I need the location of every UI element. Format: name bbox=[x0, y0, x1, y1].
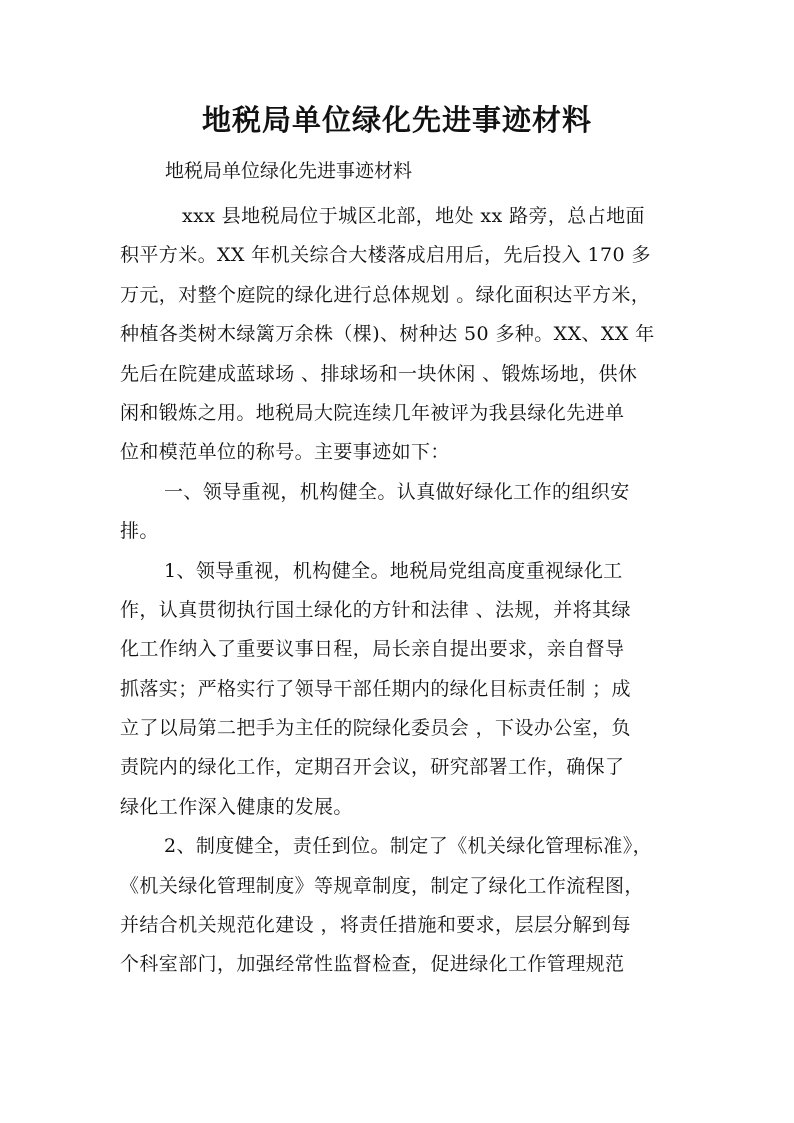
body-line: 化工作纳入了重要议事日程，局长亲自提出要求，亲自督导 bbox=[120, 638, 625, 661]
page-subtitle: 地税局单位绿化先进事迹材料 bbox=[165, 160, 413, 182]
body-line: 2、制度健全，责任到位。制定了《机关绿化管理标准》， bbox=[164, 835, 652, 858]
section-heading: 一、领导重视，机构健全。认真做好绿化工作的组织安 bbox=[164, 480, 630, 503]
body-line: 《机关绿化管理制度》等规章制度，制定了绿化工作流程图， bbox=[120, 874, 644, 897]
body-line: 个科室部门，加强经常性监督检查，促进绿化工作管理规范 bbox=[120, 953, 625, 976]
body-line: 先后在院建成蓝球场 、排球场和一块休闲 、锻炼场地，供休 bbox=[120, 362, 638, 385]
body-line: xxx 县地税局位于城区北部，地处 xx 路旁，总占地面 bbox=[182, 205, 645, 227]
body-line: 并结合机关规范化建设 ，将责任措施和要求，层层分解到每 bbox=[120, 914, 631, 937]
body-line: 积平方米。XX 年机关综合大楼落成启用后，先后投入 170 多 bbox=[120, 244, 651, 267]
body-line: 立了以局第二把手为主任的院绿化委员会 ，下设办公室，负 bbox=[120, 717, 631, 740]
body-line: 责院内的绿化工作，定期召开会议，研究部署工作，确保了 bbox=[120, 756, 625, 779]
document-body bbox=[120, 197, 700, 985]
body-line: 种植各类树木绿篱万余株（棵)、树种达 50 多种。XX、XX 年 bbox=[120, 323, 655, 346]
body-line: 万元，对整个庭院的绿化进行总体规划 。绿化面积达平方米， bbox=[120, 283, 651, 306]
body-line: 1、领导重视，机构健全。地税局党组高度重视绿化工 bbox=[164, 559, 623, 582]
body-line: 排。 bbox=[120, 520, 159, 543]
page-title: 地税局单位绿化先进事迹材料 bbox=[201, 103, 592, 137]
body-line: 闲和锻炼之用。地税局大院连续几年被评为我县绿化先进单 bbox=[120, 401, 625, 424]
body-line: 位和模范单位的称号。主要事迹如下： bbox=[120, 441, 450, 464]
body-line: 绿化工作深入健康的发展。 bbox=[120, 795, 353, 818]
body-line: 抓落实；严格实行了领导干部任期内的绿化目标责任制 ；成 bbox=[120, 677, 631, 700]
body-line: 作，认真贯彻执行国土绿化的方针和法律 、法规，并将其绿 bbox=[120, 598, 631, 621]
